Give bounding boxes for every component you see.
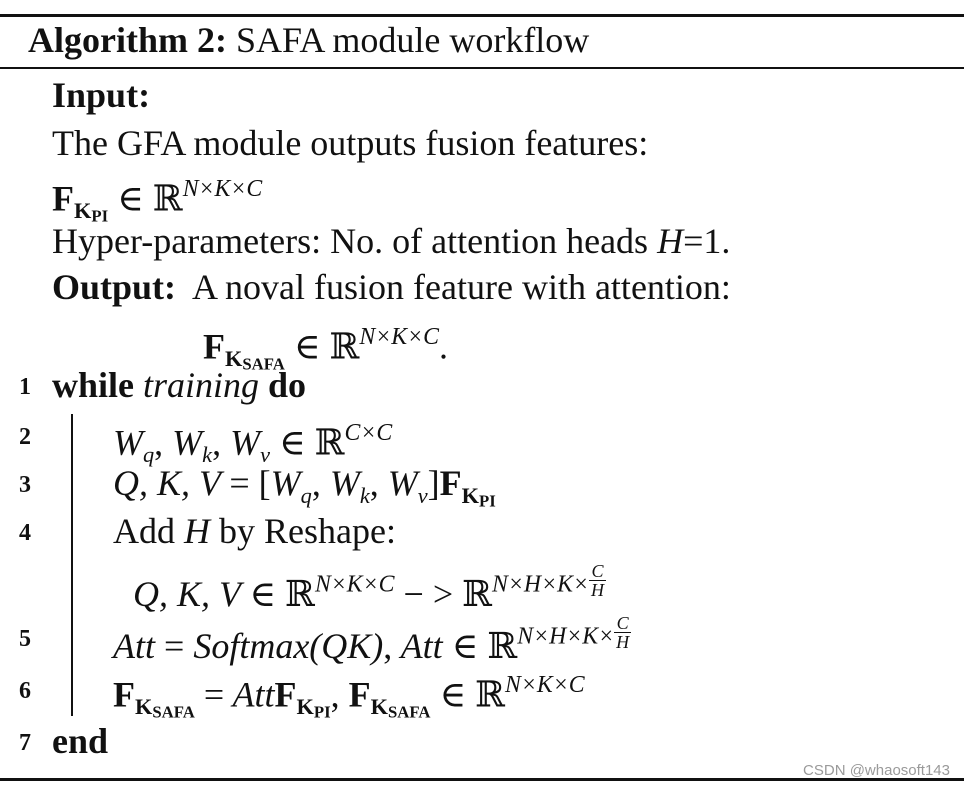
- tok-frac: [614, 614, 631, 651]
- tok-Att: Att: [232, 674, 275, 715]
- tok-comma: ,: [212, 422, 222, 463]
- real-symbol: ℝ: [152, 178, 183, 219]
- tok-dims-h: N×H×K×: [492, 571, 589, 598]
- tok-eq: =: [203, 674, 225, 715]
- in-symbol: ∈: [117, 178, 144, 219]
- tok-PI: PI: [479, 491, 496, 511]
- tok-in: ∈: [278, 422, 306, 463]
- tok-W: W: [172, 422, 203, 463]
- feature-sub-PI: PI: [91, 206, 109, 226]
- line-number-2: 2: [19, 424, 31, 450]
- tok-rbr: ]: [427, 463, 440, 503]
- hyper-parameters-line: [52, 220, 730, 262]
- line-number-4: 4: [19, 520, 31, 546]
- output-in: ∈: [293, 326, 321, 367]
- tok-q: q: [300, 482, 312, 508]
- tok-W: W: [270, 463, 301, 503]
- tok-SAFA: SAFA: [152, 702, 195, 722]
- add-var: H: [184, 511, 210, 551]
- output-line: [52, 266, 731, 308]
- frac-num: C: [614, 614, 631, 633]
- algo-line-1: [52, 364, 306, 406]
- tok-v: v: [417, 482, 428, 508]
- tok-R: ℝ: [487, 625, 518, 666]
- line-number-5: 5: [19, 626, 31, 652]
- tok-K: K: [296, 694, 314, 720]
- tok-R: ℝ: [462, 573, 493, 614]
- tok-k: k: [202, 442, 213, 468]
- tok-K: K: [370, 694, 388, 720]
- tok-arrow: − >: [403, 573, 454, 614]
- tok-W: W: [329, 463, 360, 503]
- feature-sub-K: K: [74, 198, 92, 224]
- condition-training: training: [143, 365, 260, 405]
- output-period: .: [438, 326, 448, 367]
- output-label: Output:: [52, 267, 177, 307]
- tok-QKV: Q, K, V: [133, 573, 241, 614]
- output-text: A noval fusion feature with attention:: [192, 267, 731, 307]
- tok-QK: (QK): [309, 625, 384, 666]
- output-sub-K: K: [225, 346, 243, 372]
- tok-comma: ,: [154, 422, 164, 463]
- tok-F: F: [348, 674, 371, 715]
- line-number-1: 1: [19, 374, 31, 400]
- keyword-end: end: [52, 721, 109, 761]
- tok-comma: ,: [369, 463, 379, 503]
- tok-F: F: [274, 674, 297, 715]
- tok-W: W: [230, 422, 261, 463]
- tok-eq: =: [229, 463, 250, 503]
- input-label: Input:: [52, 75, 151, 115]
- tok-W: W: [387, 463, 418, 503]
- algo-line-4: [113, 510, 396, 552]
- tok-frac: [589, 562, 606, 599]
- input-text: The GFA module outputs fusion features:: [52, 123, 649, 163]
- top-rule: [0, 14, 964, 17]
- keyword-while: while: [52, 365, 135, 405]
- loop-body-bar: [71, 414, 73, 716]
- tok-Softmax: Softmax: [193, 625, 310, 666]
- tok-in: ∈: [249, 573, 277, 614]
- tok-K: K: [135, 694, 153, 720]
- frac-num: C: [589, 562, 606, 581]
- tok-Fsub: [296, 694, 331, 722]
- algo-line-6: [113, 664, 585, 733]
- tok-K: K: [461, 482, 479, 508]
- tok-Fsub: [461, 482, 496, 511]
- input-description: [52, 122, 648, 164]
- tok-W: W: [113, 422, 143, 463]
- hyper-var: H: [657, 221, 684, 261]
- hyper-text: Hyper-parameters: No. of attention heads: [52, 221, 649, 261]
- tok-k: k: [359, 482, 370, 508]
- tok-PI: PI: [313, 702, 331, 722]
- tok-Att: Att: [113, 625, 155, 666]
- hyper-value: =1.: [683, 221, 731, 261]
- tok-QKV: Q, K, V: [113, 463, 221, 503]
- tok-Fsub: [370, 694, 431, 722]
- tok-dims-h: N×H×K×: [517, 623, 615, 650]
- caption-rule: [0, 67, 964, 69]
- tok-SAFA: SAFA: [387, 702, 431, 722]
- tok-R: ℝ: [285, 573, 315, 614]
- dims: N×K×C: [182, 176, 263, 202]
- tok-F: F: [113, 674, 135, 715]
- algo-line-4-cont: [133, 562, 606, 615]
- tok-q: q: [143, 442, 155, 468]
- line-number-7: 7: [19, 730, 31, 756]
- tok-in: ∈: [439, 674, 467, 715]
- output-sub-SAFA: SAFA: [242, 354, 285, 374]
- algorithm-label: Algorithm 2:: [28, 20, 227, 60]
- tok-comma: ,: [311, 463, 321, 503]
- add-text: Add: [113, 511, 175, 551]
- tok-comma: ,: [330, 674, 340, 715]
- tok-eq: =: [164, 625, 185, 666]
- tok-dims: N×K×C: [314, 571, 395, 598]
- tok-Att: Att: [400, 625, 443, 666]
- line-number-6: 6: [19, 678, 31, 704]
- input-label-line: [52, 74, 150, 116]
- frac-den: H: [616, 632, 630, 652]
- algo-line-7: [52, 720, 108, 762]
- tok-R: ℝ: [314, 422, 345, 463]
- algorithm-caption: [28, 18, 589, 62]
- output-dims: N×K×C: [359, 324, 439, 350]
- algorithm-title: SAFA module workflow: [235, 20, 590, 60]
- tok-v: v: [260, 442, 270, 468]
- reshape-text: by Reshape:: [219, 511, 396, 551]
- tok-in: ∈: [451, 625, 479, 666]
- output-F: F: [203, 326, 225, 367]
- frac-den: H: [590, 580, 604, 600]
- tok-F: F: [439, 463, 462, 503]
- tok-R: ℝ: [475, 674, 506, 715]
- tok-comma: ,: [383, 625, 393, 666]
- line-number-3: 3: [19, 472, 31, 498]
- keyword-do: do: [268, 365, 307, 405]
- tok-Fsub: [135, 694, 195, 722]
- tok-lbr: [: [258, 463, 271, 503]
- tok-dims: C×C: [344, 420, 393, 446]
- algo-line-5: [113, 614, 631, 667]
- output-real: ℝ: [329, 326, 360, 367]
- watermark: CSDN @whaosoft143: [803, 762, 950, 779]
- feature-F: F: [52, 178, 74, 219]
- tok-dims: N×K×C: [505, 672, 585, 698]
